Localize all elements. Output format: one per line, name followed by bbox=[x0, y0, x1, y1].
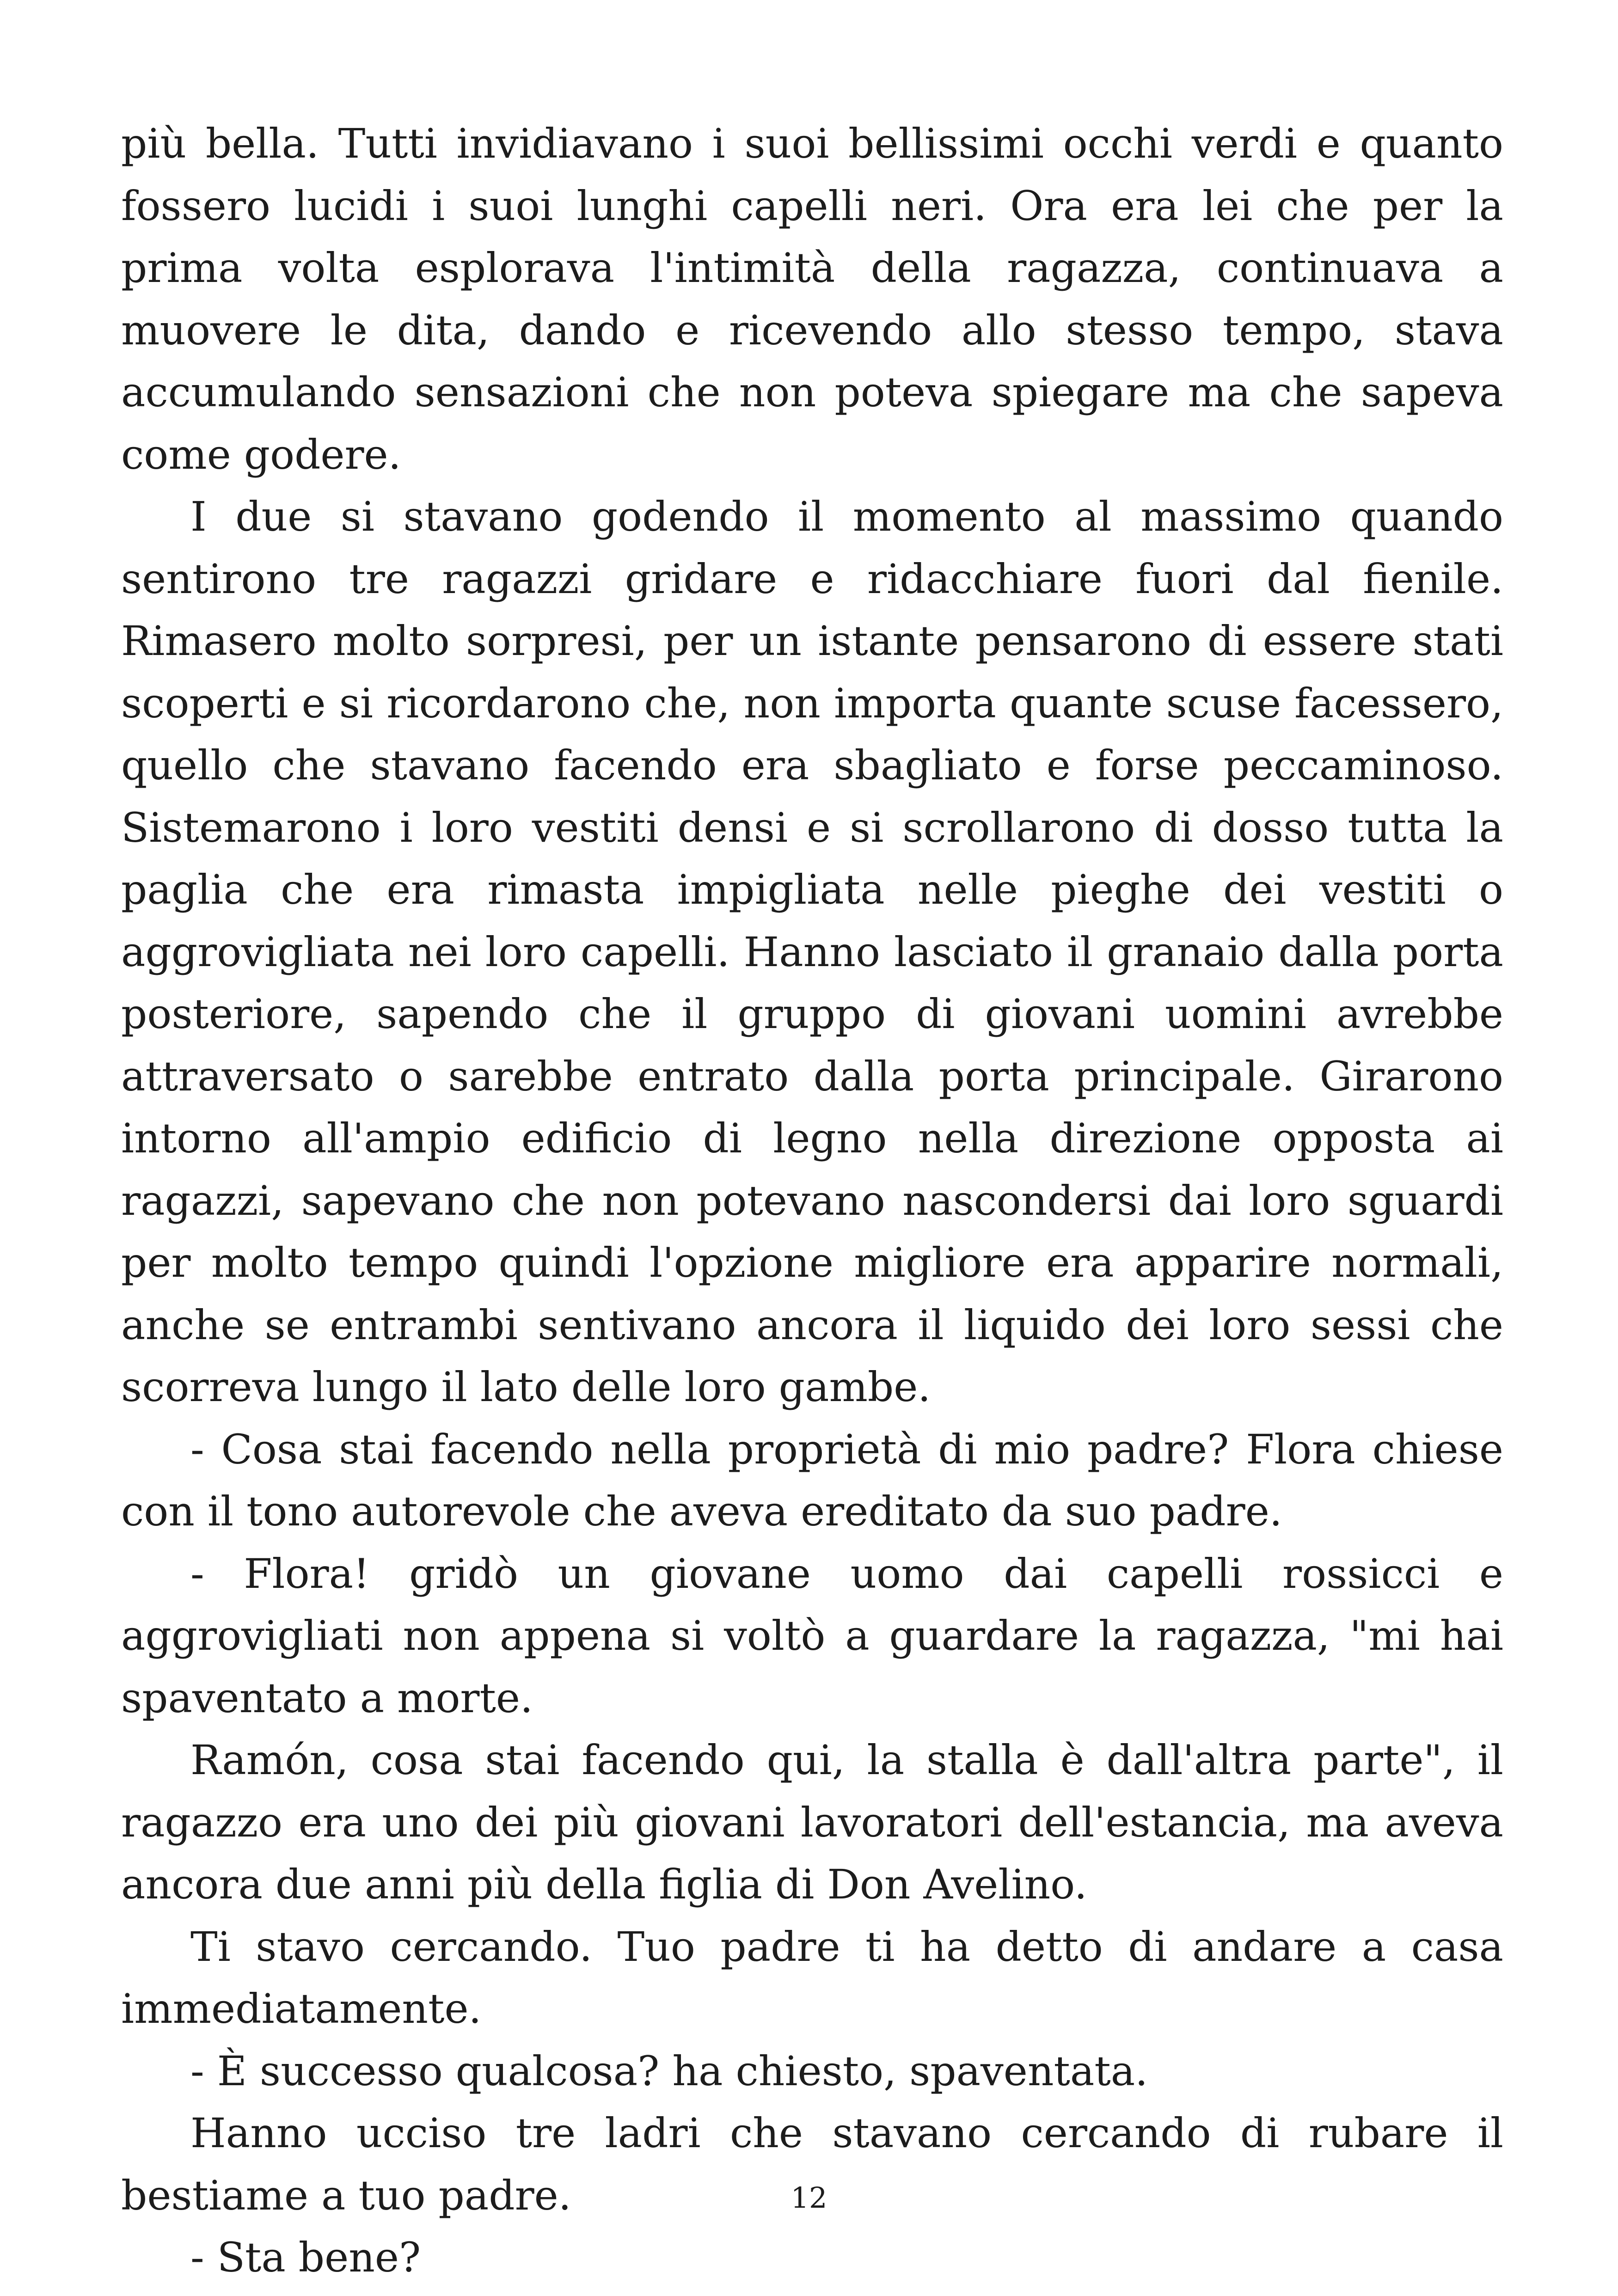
paragraph-3: - Cosa stai facendo nella proprietà di mio padre? Flora chiese con il tono autorevole che aveva ereditato da suo padre. bbox=[121, 1425, 1503, 1535]
paragraph-7: - È successo qualcosa? ha chiesto, spaventata. bbox=[190, 2047, 1148, 2095]
body-text bbox=[121, 113, 1503, 2289]
paragraph-1: più bella. Tutti invidiavano i suoi bellissimi occhi verdi e quanto fossero lucidi i suoi lunghi capelli neri. Ora era lei che per la prima volta esplorava l'intimità della ragazza, continuava a muovere le dita, dando e ricevendo allo stesso tempo, stava accumulando sensazioni che non poteva spiegare ma che sapeva come godere. bbox=[121, 120, 1503, 478]
paragraph-2: I due si stavano godendo il momento al massimo quando sentirono tre ragazzi gridare e ridacchiare fuori dal fienile. Rimasero molto sorpresi, per un istante pensarono di essere stati scoperti e si ricordarono che, non importa quante scuse facessero, quello che stavano facendo era sbagliato e forse peccaminoso. Sistemarono i loro vestiti densi e si scrollarono di dosso tutta la paglia che era rimasta impigliata nelle pieghe dei vestiti o aggrovigliata nei loro capelli. Hanno lasciato il granaio dalla porta posteriore, sapendo che il gruppo di giovani uomini avrebbe attraversato o sarebbe entrato dalla porta principale. Girarono intorno all'ampio edificio di legno nella direzione opposta ai ragazzi, sapevano che non potevano nascondersi dai loro sguardi per molto tempo quindi l'opzione migliore era apparire normali, anche se entrambi sentivano ancora il liquido dei loro sessi che scorreva lungo il lato delle loro gambe. bbox=[121, 493, 1503, 1411]
paragraph-8: Hanno ucciso tre ladri che stavano cercando di rubare il bestiame a tuo padre. bbox=[121, 2109, 1503, 2219]
paragraph-5: Ramón, cosa stai facendo qui, la stalla è dall'altra parte", il ragazzo era uno dei più giovani lavoratori dell'estancia, ma aveva ancora due anni più della figlia di Don Avelino. bbox=[121, 1736, 1503, 1908]
paragraph-6: Ti stavo cercando. Tuo padre ti ha detto di andare a casa immediatamente. bbox=[121, 1923, 1503, 2033]
paragraph-9: - Sta bene? bbox=[190, 2234, 421, 2281]
page-number: 12 bbox=[791, 2181, 827, 2215]
paragraph-4: - Flora! gridò un giovane uomo dai capelli rossicci e aggrovigliati non appena si voltò a guardare la ragazza, "mi hai spaventato a morte. bbox=[121, 1549, 1503, 1722]
